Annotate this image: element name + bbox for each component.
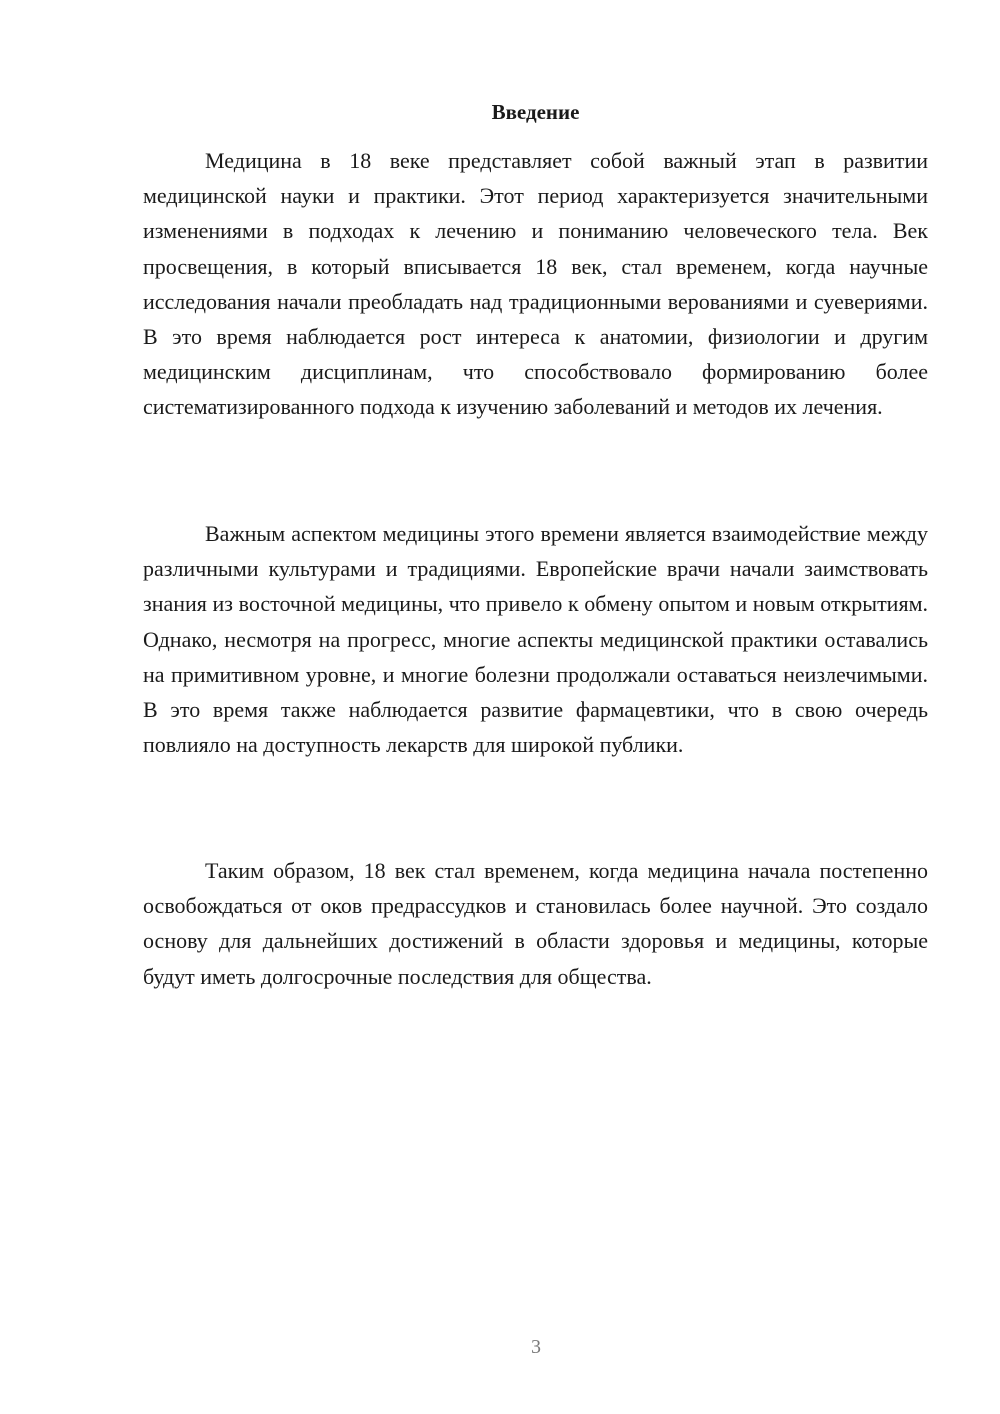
- section-heading: Введение: [491, 100, 580, 124]
- page-number: 3: [531, 1336, 541, 1358]
- body-paragraph-2: Важным аспектом медицины этого времени является взаимодействие между различными культурами и традициями. Европейские врачи начали заимствовать знания из восточной медицины, что привело к обмену опытом и новым открытиям. Однако, несмотря на прогресс, многие аспекты медицинской практики оставались на примитивном уровне, и многие болезни продолжали оставаться неизлечимыми. В это время также наблюдается развитие фармацевтики, что в свою очередь повлияло на доступность лекарств для широкой публики.: [143, 521, 928, 758]
- body-paragraph-3: Таким образом, 18 век стал временем, когда медицина начала постепенно освобождаться от оков предрассудков и становилась более научной. Это создало основу для дальнейших достижений в области здоровья и медицины, которые будут иметь долгосрочные последствия для общества.: [143, 858, 928, 989]
- body-paragraph-1: Медицина в 18 веке представляет собой важный этап в развитии медицинской науки и практики. Этот период характеризуется значительными изменениями в подходах к лечению и пониманию человеческого тела. Век просвещения, в который вписывается 18 век, стал временем, когда научные исследования начали преобладать над традиционными верованиями и суевериями. В это время наблюдается рост интереса к анатомии, физиологии и другим медицинским дисциплинам, что способствовало формированию более систематизированного подхода к изучению заболеваний и методов их лечения.: [143, 148, 928, 420]
